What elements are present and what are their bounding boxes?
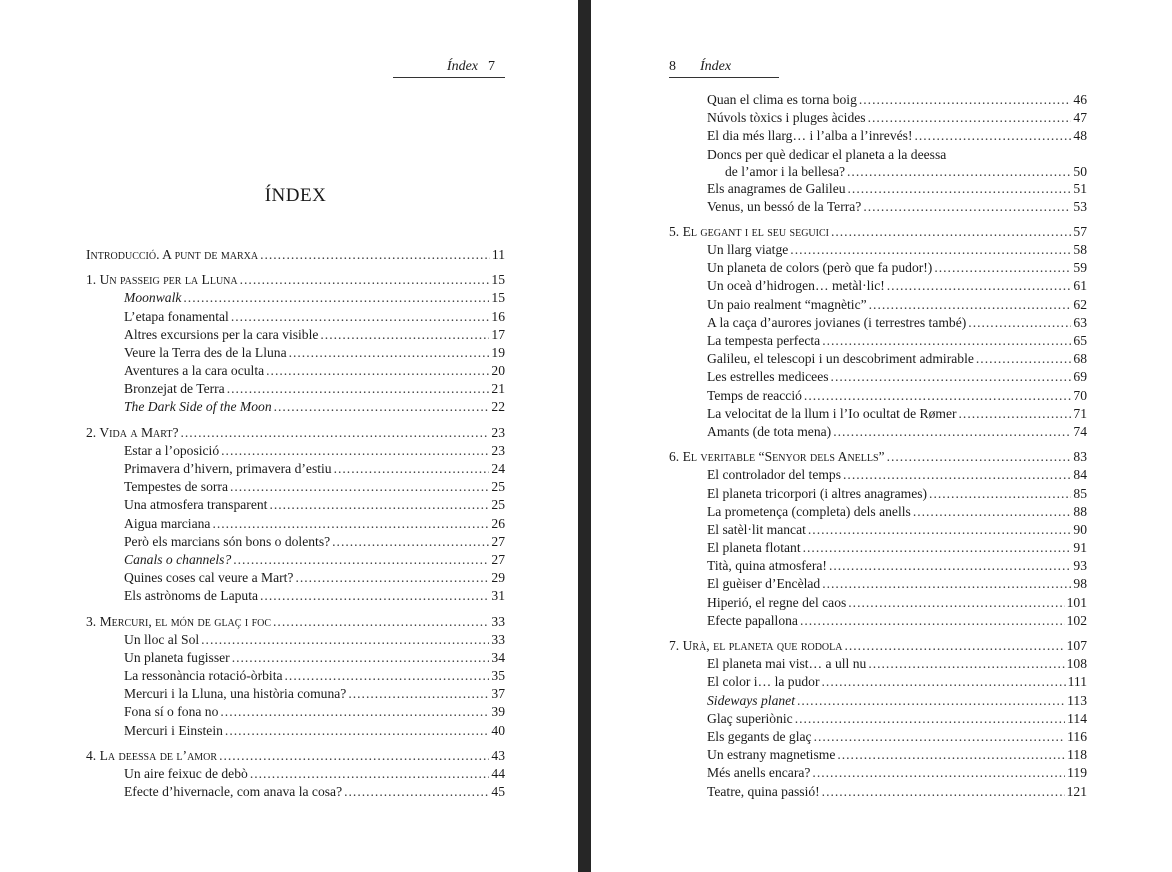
dot-leader — [344, 783, 489, 801]
section-entry — [86, 783, 505, 801]
section-entry — [86, 515, 505, 533]
section-entry — [86, 631, 505, 649]
entry-title: El dia més llarg… i l’alba a l’inrevés! — [707, 128, 913, 144]
chapter-block-continued — [669, 91, 1087, 216]
entry-page-number: 119 — [1067, 765, 1087, 781]
entry-page-number: 39 — [491, 704, 505, 720]
section-entry — [669, 710, 1087, 728]
section-entry — [86, 667, 505, 685]
section-entry — [669, 296, 1087, 314]
entry-page-number: 70 — [1073, 387, 1087, 403]
entry-title: El satèl·lit mancat — [707, 521, 806, 537]
section-entry — [669, 521, 1087, 539]
dot-leader — [863, 198, 1071, 216]
entry-page-number: 16 — [491, 308, 505, 324]
dot-leader — [260, 246, 490, 264]
dot-leader — [250, 765, 490, 783]
entry-page-number: 37 — [491, 686, 505, 702]
section-entry — [669, 91, 1087, 109]
dot-leader — [822, 575, 1071, 593]
entry-page-number: 111 — [1067, 674, 1087, 690]
entry-page-number: 27 — [491, 533, 505, 549]
chapter-entry — [669, 448, 1087, 466]
entry-page-number: 116 — [1067, 728, 1087, 744]
chapter-entry — [86, 271, 505, 289]
entry-page-number: 88 — [1073, 503, 1087, 519]
entry-page-number: 90 — [1073, 521, 1087, 537]
entry-page-number: 26 — [491, 515, 505, 531]
entry-title: Doncs per què dedicar el planeta a la deessa — [707, 146, 947, 162]
entry-title: Aigua marciana — [124, 515, 211, 531]
entry-title: Un planeta fugisser — [124, 649, 230, 665]
entry-page-number: 108 — [1066, 656, 1087, 672]
entry-title: Estar a l’oposició — [124, 442, 220, 458]
dot-leader — [887, 448, 1072, 466]
entry-page-number: 46 — [1073, 91, 1087, 107]
entry-title: Un oceà d’hidrogen… metàl·lic! — [707, 278, 885, 294]
entry-title: 5. El gegant i el seu seguici — [669, 223, 829, 239]
entry-title: Mercuri i Einstein — [124, 722, 223, 738]
chapter-block — [86, 246, 505, 264]
entry-page-number: 17 — [491, 326, 505, 342]
entry-page-number: 61 — [1073, 278, 1087, 294]
entry-title: 7. Urà, el planeta que rodola — [669, 638, 843, 654]
dot-leader — [233, 551, 489, 569]
dot-leader — [295, 569, 489, 587]
section-entry — [669, 655, 1087, 673]
dot-leader — [812, 764, 1065, 782]
entry-title: La tempesta perfecta — [707, 333, 821, 349]
dot-leader — [913, 503, 1072, 521]
section-entry — [86, 380, 505, 398]
entry-title: Veure la Terra des de la Lluna — [124, 344, 287, 360]
section-entry — [669, 350, 1087, 368]
entry-title: Tempestes de sorra — [124, 479, 228, 495]
chapter-entry — [86, 424, 505, 442]
entry-title: 1. Un passeig per la Lluna — [86, 272, 238, 288]
entry-title: 4. La deessa de l’amor — [86, 747, 218, 763]
section-entry — [669, 576, 1087, 594]
entry-title: Un llarg viatge — [707, 242, 789, 258]
dot-leader — [831, 368, 1072, 386]
entry-title: 3. Mercuri, el món de glaç i foc — [86, 613, 272, 629]
entry-title: The Dark Side of the Moon — [124, 399, 272, 415]
entry-title: Temps de reacció — [707, 387, 802, 403]
entry-title: Un estrany magnetisme — [707, 747, 836, 763]
chapter-entry — [86, 246, 505, 264]
entry-page-number: 114 — [1067, 710, 1087, 726]
entry-page-number: 21 — [491, 381, 505, 397]
running-head-title: Índex — [700, 59, 732, 74]
section-entry — [669, 109, 1087, 127]
section-entry — [86, 551, 505, 569]
dot-leader — [260, 587, 489, 605]
section-entry — [669, 314, 1087, 332]
entry-page-number: 93 — [1073, 558, 1087, 574]
entry-title: Quan el clima es torna boig — [707, 91, 857, 107]
entry-page-number: 121 — [1066, 783, 1087, 799]
entry-title: Una atmosfera transparent — [124, 497, 268, 513]
entry-page-number: 44 — [491, 766, 505, 782]
dot-leader — [266, 362, 489, 380]
table-of-contents-right — [669, 91, 1087, 808]
entry-title: Més anells encara? — [707, 765, 811, 781]
entry-page-number: 57 — [1073, 223, 1087, 239]
section-entry — [86, 722, 505, 740]
dot-leader — [201, 631, 489, 649]
dot-leader — [180, 424, 489, 442]
entry-page-number: 24 — [491, 461, 505, 477]
section-entry — [669, 764, 1087, 782]
dot-leader — [285, 667, 490, 685]
section-entry — [86, 587, 505, 605]
section-entry — [669, 539, 1087, 557]
entry-page-number: 47 — [1073, 110, 1087, 126]
dot-leader — [219, 747, 489, 765]
dot-leader — [269, 496, 489, 514]
entry-page-number: 63 — [1073, 314, 1087, 330]
entry-title: Un aire feixuc de debò — [124, 766, 248, 782]
entry-title-continued — [707, 163, 1087, 180]
chapter-block — [86, 613, 505, 740]
entry-title: Els anagrames de Galileu — [707, 180, 846, 196]
dot-leader — [831, 223, 1071, 241]
dot-leader — [803, 539, 1072, 557]
entry-title: L’etapa fonamental — [124, 308, 229, 324]
dot-leader — [934, 259, 1071, 277]
entry-page-number: 11 — [491, 246, 505, 262]
chapter-block — [86, 424, 505, 606]
running-head-page-number: 7 — [488, 59, 495, 74]
dot-leader — [868, 655, 1064, 673]
dot-leader — [976, 350, 1072, 368]
entry-page-number: 35 — [491, 668, 505, 684]
entry-page-number: 107 — [1066, 638, 1087, 654]
entry-title: Els gegants de glaç — [707, 728, 812, 744]
entry-page-number: 43 — [491, 747, 505, 763]
section-entry — [86, 308, 505, 326]
entry-title: Aventures a la cara oculta — [124, 363, 265, 379]
entry-title: Tità, quina atmosfera! — [707, 558, 827, 574]
section-entry — [669, 278, 1087, 296]
entry-title: Glaç superiònic — [707, 710, 793, 726]
entry-title: La prometença (completa) dels anells — [707, 503, 911, 519]
entry-page-number: 101 — [1066, 594, 1087, 610]
entry-title: Un paio realment “magnètic” — [707, 296, 867, 312]
left-page — [0, 0, 578, 872]
entry-title: Hiperió, el regne del caos — [707, 594, 847, 610]
chapter-entry — [669, 223, 1087, 241]
entry-title: Mercuri i la Lluna, una història comuna? — [124, 686, 347, 702]
section-entry — [86, 442, 505, 460]
chapter-entry — [86, 613, 505, 631]
entry-title: Galileu, el telescopi i un descobriment admirable — [707, 351, 974, 367]
section-entry — [669, 557, 1087, 575]
dot-leader — [808, 521, 1072, 539]
entry-title: Altres excursions per la cara visible — [124, 326, 319, 342]
dot-leader — [814, 728, 1066, 746]
section-entry — [669, 466, 1087, 484]
chapter-block — [86, 271, 505, 417]
dot-leader — [929, 485, 1071, 503]
entry-page-number: 53 — [1073, 198, 1087, 214]
section-entry — [669, 387, 1087, 405]
dot-leader — [844, 637, 1064, 655]
entry-page-number: 25 — [491, 497, 505, 513]
entry-title: Efecte d’hivernacle, com anava la cosa? — [124, 784, 343, 800]
dot-leader — [348, 685, 489, 703]
entry-page-number: 65 — [1073, 333, 1087, 349]
section-entry — [669, 180, 1087, 198]
entry-page-number: 33 — [491, 631, 505, 647]
dot-leader — [822, 673, 1066, 691]
section-entry — [669, 485, 1087, 503]
entry-page-number: 48 — [1073, 128, 1087, 144]
entry-title: La ressonància rotació-òrbita — [124, 668, 283, 684]
entry-title: Bronzejat de Terra — [124, 381, 225, 397]
dot-leader — [914, 127, 1071, 145]
chapter-block — [669, 448, 1087, 630]
entry-page-number: 68 — [1073, 351, 1087, 367]
dot-leader — [959, 405, 1072, 423]
dot-leader — [230, 478, 489, 496]
entry-title: Teatre, quina passió! — [707, 783, 820, 799]
entry-title: Quines coses cal veure a Mart? — [124, 570, 294, 586]
entry-page-number: 29 — [491, 570, 505, 586]
section-entry — [669, 692, 1087, 710]
entry-page-number: 84 — [1073, 467, 1087, 483]
dot-leader — [232, 649, 490, 667]
section-entry — [86, 704, 505, 722]
entry-page-number: 98 — [1073, 576, 1087, 592]
entry-title: El guèiser d’Encèlad — [707, 576, 821, 592]
running-head-left — [393, 58, 505, 78]
dot-leader — [274, 398, 490, 416]
entry-page-number: 58 — [1073, 242, 1087, 258]
entry-title-line2: de l’amor i la bellesa? — [725, 163, 846, 179]
dot-leader — [848, 594, 1064, 612]
entry-title: Un planeta de colors (però que fa pudor!) — [707, 260, 933, 276]
entry-page-number: 85 — [1073, 485, 1087, 501]
chapter-block — [669, 637, 1087, 801]
right-page — [591, 0, 1172, 872]
entry-title: Les estrelles medicees — [707, 369, 829, 385]
entry-page-number: 19 — [491, 344, 505, 360]
entry-page-number: 71 — [1073, 405, 1087, 421]
dot-leader — [804, 387, 1071, 405]
book-spine — [578, 0, 591, 872]
dot-leader — [887, 277, 1072, 295]
entry-page-number: 69 — [1073, 369, 1087, 385]
section-entry — [86, 496, 505, 514]
entry-page-number: 25 — [491, 479, 505, 495]
entry-page-number: 62 — [1073, 296, 1087, 312]
section-entry — [86, 289, 505, 307]
entry-title: 2. Vida a Mart? — [86, 424, 179, 440]
section-entry — [86, 533, 505, 551]
dot-leader — [822, 783, 1065, 801]
section-entry — [86, 344, 505, 362]
entry-title: Núvols tòxics i pluges àcides — [707, 110, 866, 126]
section-entry — [669, 368, 1087, 386]
section-entry — [669, 746, 1087, 764]
section-entry — [669, 783, 1087, 801]
entry-page-number: 15 — [491, 272, 505, 288]
entry-page-number: 33 — [491, 613, 505, 629]
entry-title: Sideways planet — [707, 692, 795, 708]
entry-page-number: 31 — [491, 588, 505, 604]
entry-page-number: 51 — [1073, 180, 1087, 196]
dot-leader — [289, 344, 490, 362]
dot-leader — [790, 241, 1071, 259]
dot-leader — [231, 308, 490, 326]
section-entry — [669, 612, 1087, 630]
dot-leader — [221, 442, 489, 460]
dot-leader — [822, 332, 1071, 350]
section-entry — [669, 332, 1087, 350]
section-entry — [669, 405, 1087, 423]
entry-title: Però els marcians són bons o dolents? — [124, 533, 331, 549]
entry-title: Primavera d’hivern, primavera d’estiu — [124, 461, 332, 477]
dot-leader — [829, 557, 1071, 575]
entry-title: Amants (de tota mena) — [707, 423, 832, 439]
section-entry — [669, 146, 1087, 180]
entry-page-number: 50 — [1073, 163, 1087, 179]
entry-page-number: 27 — [491, 551, 505, 567]
chapter-entry — [669, 637, 1087, 655]
section-entry — [669, 127, 1087, 145]
entry-title: Canals o channels? — [124, 551, 232, 567]
dot-leader — [869, 296, 1072, 314]
section-entry — [669, 673, 1087, 691]
entry-title: Venus, un bessó de la Terra? — [707, 198, 862, 214]
dot-leader — [868, 109, 1072, 127]
entry-title: 6. El veritable “Senyor dels Anells” — [669, 449, 885, 465]
section-entry — [86, 326, 505, 344]
entry-page-number: 59 — [1073, 260, 1087, 276]
section-entry — [86, 649, 505, 667]
entry-title: El color i… la pudor — [707, 674, 820, 690]
table-of-contents-left — [86, 246, 505, 808]
entry-title: Els astrònoms de Laputa — [124, 588, 259, 604]
dot-leader — [227, 380, 490, 398]
dot-leader — [220, 703, 489, 721]
dot-leader — [795, 710, 1065, 728]
section-entry — [669, 198, 1087, 216]
entry-page-number: 22 — [491, 399, 505, 415]
dot-leader — [332, 533, 489, 551]
dot-leader — [320, 326, 489, 344]
chapter-entry — [86, 747, 505, 765]
entry-title: El planeta mai vist… a ull nu — [707, 656, 867, 672]
entry-page-number: 102 — [1066, 612, 1087, 628]
section-entry — [86, 399, 505, 417]
section-entry — [86, 460, 505, 478]
dot-leader — [273, 613, 489, 631]
entry-page-number: 91 — [1073, 540, 1087, 556]
dot-leader — [847, 163, 1071, 180]
entry-page-number: 23 — [491, 442, 505, 458]
dot-leader — [843, 466, 1071, 484]
entry-page-number: 83 — [1073, 449, 1087, 465]
section-entry — [86, 685, 505, 703]
entry-page-number: 113 — [1067, 692, 1087, 708]
running-head-title: Índex — [446, 59, 478, 74]
section-entry — [86, 569, 505, 587]
chapter-block — [86, 747, 505, 802]
running-head-page-number: 8 — [669, 59, 676, 74]
entry-page-number: 118 — [1067, 747, 1087, 763]
section-entry — [86, 478, 505, 496]
entry-title: Efecte papallona — [707, 612, 798, 628]
entry-page-number: 15 — [491, 290, 505, 306]
section-entry — [669, 503, 1087, 521]
entry-page-number: 45 — [491, 784, 505, 800]
entry-title: A la caça d’aurores jovianes (i terrestres també) — [707, 314, 967, 330]
entry-page-number: 74 — [1073, 423, 1087, 439]
entry-page-number: 40 — [491, 722, 505, 738]
dot-leader — [968, 314, 1071, 332]
section-entry — [669, 728, 1087, 746]
entry-page-number: 34 — [491, 649, 505, 665]
section-entry — [86, 362, 505, 380]
dot-leader — [183, 289, 489, 307]
dot-leader — [212, 515, 489, 533]
dot-leader — [240, 271, 490, 289]
entry-title: Introducció. A punt de marxa — [86, 246, 259, 262]
dot-leader — [334, 460, 490, 478]
running-head-right — [669, 58, 779, 78]
dot-leader — [225, 722, 489, 740]
dot-leader — [800, 612, 1065, 630]
entry-title: Moonwalk — [124, 290, 182, 306]
entry-title: Un lloc al Sol — [124, 631, 200, 647]
dot-leader — [859, 91, 1072, 109]
dot-leader — [833, 423, 1071, 441]
chapter-block — [669, 223, 1087, 441]
entry-page-number: 23 — [491, 424, 505, 440]
section-entry — [669, 241, 1087, 259]
section-entry — [669, 594, 1087, 612]
section-entry — [669, 423, 1087, 441]
dot-leader — [797, 692, 1065, 710]
page-title: ÍNDEX — [264, 185, 327, 206]
section-entry — [669, 259, 1087, 277]
entry-title: El planeta tricorpori (i altres anagrames) — [707, 485, 928, 501]
dot-leader — [837, 746, 1065, 764]
entry-page-number: 20 — [491, 363, 505, 379]
section-entry — [86, 765, 505, 783]
entry-title: Fona sí o fona no — [124, 704, 219, 720]
dot-leader — [848, 180, 1072, 198]
entry-title: La velocitat de la llum i l’Io ocultat de Rømer — [707, 405, 957, 421]
entry-title: El planeta flotant — [707, 540, 801, 556]
entry-title: El controlador del temps — [707, 467, 842, 483]
